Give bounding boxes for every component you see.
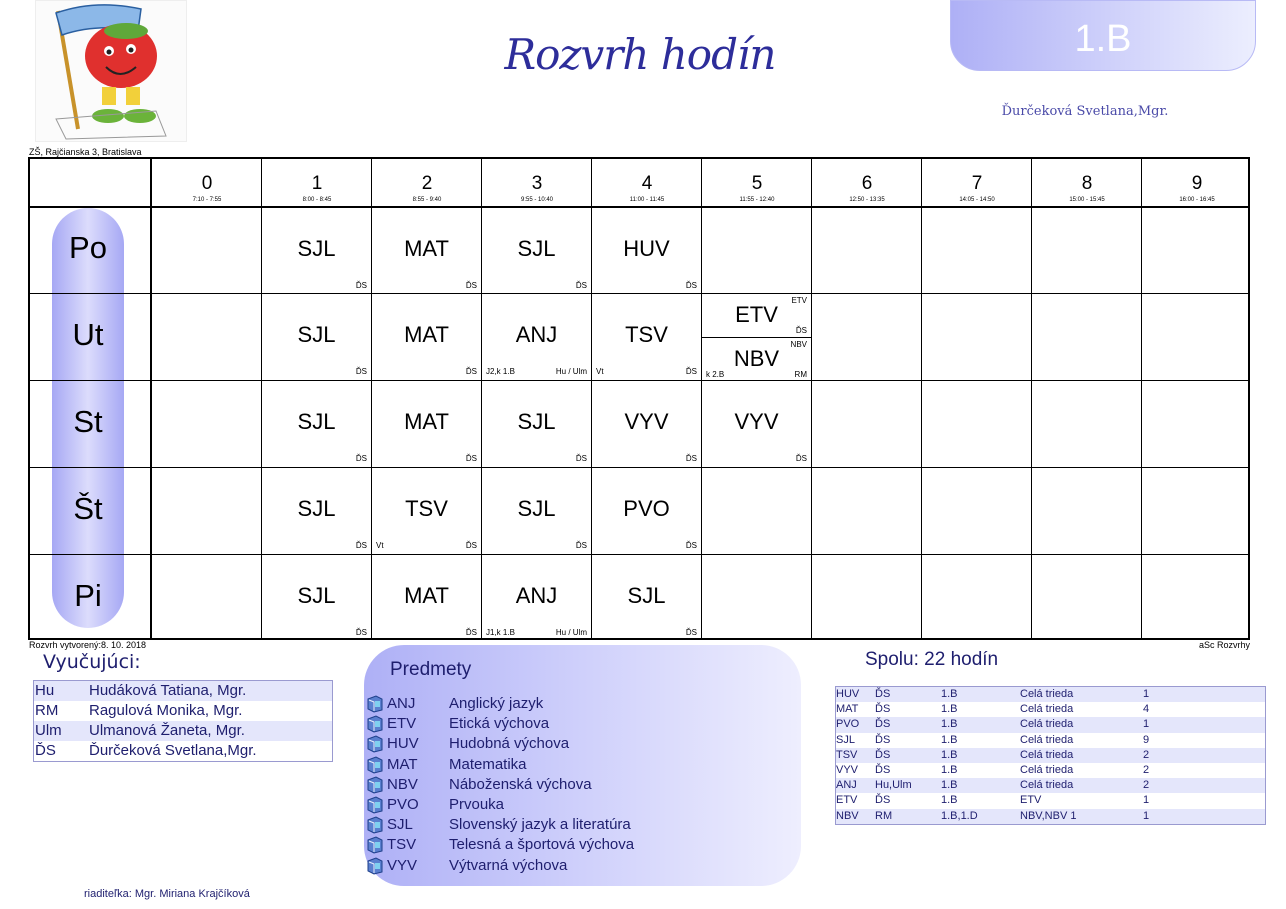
table-cell: 2 (1143, 779, 1150, 792)
subject-name: Náboženská výchova (449, 775, 592, 793)
subject-abbr: VYV (387, 856, 418, 874)
subject-item (366, 815, 786, 835)
period-5: 5 (751, 173, 763, 194)
table-cell: ĎS (875, 763, 891, 776)
table-row (836, 733, 1265, 748)
table-cell: 4 (1143, 703, 1150, 716)
subject-abbr: ETV (387, 715, 417, 733)
period-0-time: 7:10 - 7:55 (192, 197, 222, 203)
lesson-cell: VYV ĎS (624, 409, 697, 463)
school-name: ZŠ, Rajčianska 3, Bratislava (29, 147, 142, 157)
period-6: 6 (861, 173, 873, 194)
table-cell: 9 (1143, 733, 1150, 746)
table-cell: HUV (836, 688, 860, 700)
subject-abbr: SJL (387, 816, 413, 834)
table-cell: 1.B (941, 763, 958, 776)
table-row: RM Ragulová Monika, Mgr. (35, 702, 243, 719)
period-2-time: 8:55 - 9:40 (412, 197, 442, 203)
day-label-st: St (73, 404, 103, 439)
table-cell: Hu,Ulm (875, 779, 912, 792)
period-6-time: 12:50 - 13:35 (849, 197, 885, 203)
lesson-cell: SJL ĎS (297, 322, 367, 376)
subject-item (366, 795, 786, 815)
subject-abbr: PVO (387, 796, 419, 813)
summary-title: Spolu: 22 hodín (865, 649, 999, 670)
table-cell: Celá trieda (1020, 703, 1074, 716)
subject-item (366, 856, 786, 876)
table-cell: 1.B (941, 718, 958, 731)
period-3-time: 9:55 - 10:40 (520, 197, 554, 203)
lesson-cell: SJL ĎS (297, 496, 367, 550)
lesson-cell: ANJ J1,k 1.B Hu / Ulm (486, 583, 587, 637)
table-cell: 1 (1143, 688, 1150, 700)
lesson-cell: MAT ĎS (404, 236, 477, 290)
subject-name: Výtvarná výchova (449, 856, 568, 874)
table-cell: ĎS (875, 703, 891, 716)
table-row (836, 687, 1265, 702)
table-cell: 1.B,1.D (941, 809, 978, 822)
book-icon (366, 735, 384, 753)
school-logo (35, 0, 187, 142)
table-row: Ulm Ulmanová Žaneta, Mgr. (34, 721, 332, 741)
period-2: 2 (421, 173, 433, 194)
table-cell: Celá trieda (1020, 718, 1074, 731)
lesson-cell-split: NBV NBV k 2.B RM (706, 340, 807, 379)
subjects-title: Predmety (390, 659, 472, 680)
lesson-cell: SJL ĎS (627, 583, 697, 637)
subject-item (366, 734, 786, 754)
subject-abbr: TSV (387, 836, 417, 854)
period-5-time: 11:55 - 12:40 (739, 197, 775, 203)
book-icon (366, 857, 384, 875)
period-7-time: 14:05 - 14:50 (959, 197, 995, 203)
book-icon (366, 816, 384, 834)
subject-name: Anglický jazyk (449, 695, 544, 712)
class-teacher: Ďurčeková Svetlana,Mgr. (1001, 104, 1169, 119)
table-cell: 1.B (941, 748, 958, 761)
lesson-cell: TSV Vt ĎS (376, 496, 477, 550)
period-4: 4 (641, 173, 653, 194)
table-cell: ĎS (875, 748, 891, 761)
book-icon (366, 836, 384, 854)
table-row (836, 763, 1265, 778)
subject-name: Telesná a športová výchova (449, 836, 635, 854)
table-cell: 1.B (941, 688, 958, 700)
subject-name: Hudobná výchova (449, 735, 570, 753)
day-label-stv: Št (73, 491, 103, 526)
app-credit: aSc Rozvrhy (1198, 640, 1250, 650)
table-row (836, 778, 1265, 793)
table-cell: Celá trieda (1020, 779, 1074, 792)
teachers-title: Vyučujúci: (43, 651, 141, 673)
table-cell: PVO (836, 718, 860, 731)
table-row: Hu Hudáková Tatiana, Mgr. (34, 681, 332, 701)
subject-item (366, 775, 786, 795)
lesson-cell: VYV ĎS (734, 409, 807, 463)
period-7: 7 (971, 173, 983, 194)
table-row (836, 809, 1265, 824)
subject-name: Etická výchova (449, 715, 550, 733)
table-cell: NBV (836, 809, 859, 822)
lesson-cell: SJL ĎS (297, 409, 367, 463)
table-cell: 1 (1143, 809, 1150, 822)
subject-name: Matematika (449, 755, 527, 773)
period-0: 0 (201, 173, 213, 194)
lesson-cell: SJL ĎS (297, 236, 367, 290)
subject-item (366, 755, 786, 775)
lesson-cell: PVO ĎS (623, 496, 697, 550)
lesson-cell: ANJ J2,k 1.B Hu / Ulm (486, 322, 587, 376)
lesson-cell: MAT ĎS (404, 322, 477, 376)
table-cell: 2 (1143, 748, 1150, 761)
book-icon (366, 776, 384, 794)
lesson-cell: SJL ĎS (297, 583, 367, 637)
table-cell: RM (875, 809, 893, 822)
subject-abbr: ANJ (387, 695, 416, 712)
table-cell: Celá trieda (1020, 748, 1074, 761)
subject-item (366, 694, 786, 714)
lesson-cell: HUV ĎS (623, 236, 697, 290)
table-cell: 1 (1143, 794, 1150, 807)
table-cell: NBV,NBV 1 (1020, 809, 1077, 822)
period-4-time: 11:00 - 11:45 (629, 197, 665, 203)
lesson-cell: MAT ĎS (404, 583, 477, 637)
table-cell: ĎS (875, 794, 891, 807)
subject-abbr: HUV (387, 735, 419, 753)
table-cell: Celá trieda (1020, 763, 1074, 776)
summary-table (835, 686, 1266, 825)
table-row (836, 702, 1265, 717)
table-row (836, 793, 1265, 808)
table-cell: Celá trieda (1020, 733, 1074, 746)
period-8-time: 15:00 - 15:45 (1069, 197, 1105, 203)
table-cell: SJL (836, 733, 855, 746)
created-date: Rozvrh vytvorený:8. 10. 2018 (29, 640, 147, 650)
table-cell: 1.B (941, 779, 958, 792)
table-cell: 1.B (941, 794, 958, 807)
book-icon (366, 715, 384, 733)
lesson-cell: SJL ĎS (517, 236, 587, 290)
table-cell: MAT (836, 703, 859, 716)
table-cell: ETV (1020, 794, 1042, 807)
subject-abbr: NBV (387, 775, 418, 793)
lesson-cell: SJL ĎS (517, 409, 587, 463)
period-1: 1 (311, 173, 323, 194)
table-cell: TSV (836, 748, 858, 761)
period-9: 9 (1191, 173, 1203, 194)
page-title: Rozvrh hodín (504, 30, 776, 79)
lesson-cell: MAT ĎS (404, 409, 477, 463)
table-cell: ĎS (875, 733, 891, 746)
table-row: ĎS Ďurčeková Svetlana,Mgr. (35, 742, 257, 759)
lesson-cell-split: ETV ETV ĎS (735, 296, 807, 335)
day-label-po: Po (69, 230, 107, 265)
timetable-grid (28, 157, 1250, 640)
table-cell: 2 (1143, 763, 1150, 776)
table-cell: 1 (1143, 718, 1150, 731)
period-9-time: 16:00 - 16:45 (1179, 197, 1215, 203)
table-cell: Celá trieda (1020, 688, 1074, 700)
period-8: 8 (1081, 173, 1093, 194)
table-cell: ANJ (836, 779, 857, 792)
lesson-cell: TSV Vt ĎS (596, 322, 697, 376)
book-icon (366, 756, 384, 774)
table-cell: 1.B (941, 733, 958, 746)
table-cell: VYV (836, 763, 859, 776)
principal-name: riaditeľka: Mgr. Miriana Krajčíková (84, 888, 250, 900)
table-cell: ĎS (875, 688, 891, 700)
subject-name: Prvouka (449, 796, 505, 813)
table-cell: ĎS (875, 718, 891, 731)
subject-name: Slovenský jazyk a literatúra (449, 816, 631, 834)
subject-item (366, 714, 786, 734)
period-1-time: 8:00 - 8:45 (302, 197, 332, 203)
book-icon (366, 796, 384, 814)
period-3: 3 (531, 173, 543, 194)
subject-abbr: MAT (387, 755, 418, 773)
day-label-ut: Ut (72, 317, 104, 352)
class-label: 1.B (1074, 18, 1132, 60)
subject-item (366, 835, 786, 855)
table-cell: 1.B (941, 703, 958, 716)
table-row (836, 717, 1265, 732)
day-label-pi: Pi (74, 578, 102, 613)
lesson-cell: SJL ĎS (517, 496, 587, 550)
table-cell: ETV (836, 794, 858, 807)
teachers-table (33, 680, 333, 762)
table-row (836, 748, 1265, 763)
book-icon (366, 695, 384, 713)
